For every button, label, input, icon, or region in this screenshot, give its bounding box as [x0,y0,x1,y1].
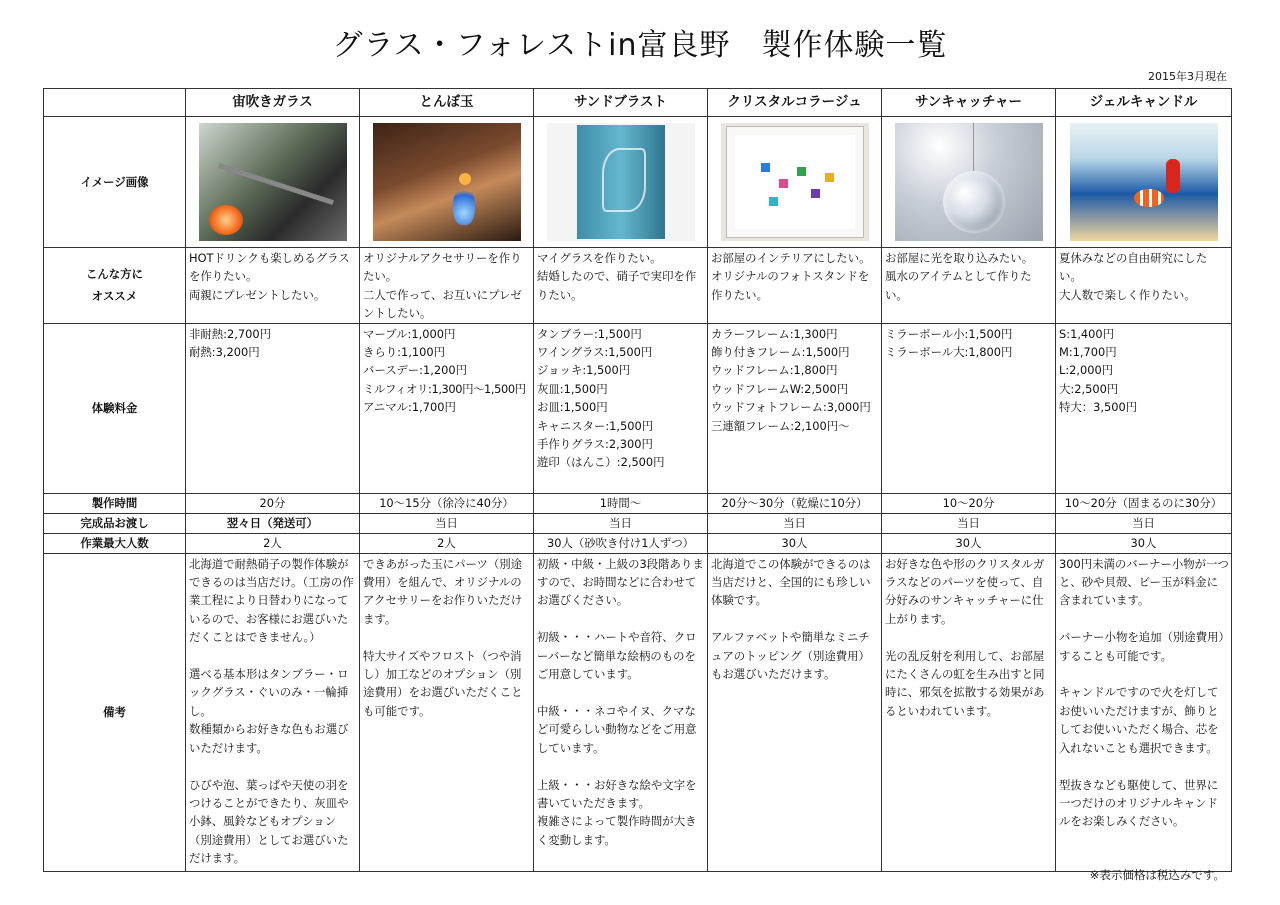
delivery-value: 当日 [882,513,1056,533]
notes-text: できあがった玉にパーツ（別途費用）を組んで、オリジナルのアクセサリーをお作りいただけます。 特大サイズやフロスト（つや消し）加工などのオプション（別途費用）をお選びいただくことも可能です。 [363,556,523,718]
price-row [44,323,1232,493]
header-row [44,89,1232,117]
column-header: サンキャッチャー [882,89,1056,117]
time-value: 20分～30分（乾燥に10分） [708,493,882,513]
row-header-delivery: 完成品お渡し [44,513,186,533]
price-list: ミラーボール小:1,500円 ミラーボール大:1,800円 [885,326,1013,360]
max-people-value: 2人 [360,533,534,553]
max-people-value: 30人（砂吹き付け1人ずつ） [534,533,708,553]
price-list: カラーフレーム:1,300円 飾り付きフレーム:1,500円 ウッドフレーム:1,800円 ウッドフレームW:2,500円 ウッドフォトフレーム:3,000円 三連額フレーム:2,100円～ [711,326,871,433]
delivery-value: 翌々日（発送可） [186,513,360,533]
row-header-max-people: 作業最大人数 [44,533,186,553]
recommend-text: お部屋のインテリアにしたい。 オリジナルのフォトスタンドを作りたい。 [711,251,871,302]
recommend-text: HOTドリンクも楽しめるグラスを作りたい。 両親にプレゼントしたい。 [189,251,350,302]
row-header-time: 製作時間 [44,493,186,513]
notes-text: お好きな色や形のクリスタルガラスなどのパーツを使って、自分好みのサンキャッチャーに仕上がります。 光の乱反射を利用して、お部屋にたくさんの虹を生み出すと同時に、邪気を拡散する効果があるといわれています。 [885,556,1045,718]
recommend-row [44,248,1232,324]
price-list: S:1,400円 M:1,700円 L:2,000円 大:2,500円 特大：3,500円 [1059,326,1138,415]
gel-candle-photo [1070,123,1218,241]
price-list: マーブル:1,000円 きらり:1,100円 バースデー:1,200円 ミルフィオリ:1,300円～1,500円 アニマル:1,700円 [363,326,526,415]
recommend-text: お部屋に光を取り込みたい。 風水のアイテムとして作りたい。 [885,251,1034,302]
time-value: 10～15分（徐冷に40分） [360,493,534,513]
max-people-value: 30人 [708,533,882,553]
column-header: 宙吹きガラス [186,89,360,117]
time-value: 20分 [186,493,360,513]
time-value: 1時間～ [534,493,708,513]
notes-row [44,553,1232,871]
glassblowing-photo [199,123,347,241]
crystal-collage-frame-photo [721,123,869,241]
notes-text: 北海道で耐熱硝子の製作体験ができるのは当店だけ。（工房の作業工程により日替わりになっているので、お客様にお選びいただくことはできません。） 選べる基本形はタンブラー・ロックグラス・ぐいのみ・一輪挿し。 数種類からお好きな色もお選びいただけます。 ひびや泡、葉っぱや天使の羽をつけることができたり、灰皿や小鉢、風鈴などもオプション（別途費用）としてお選びいただけます。 [189,556,354,866]
time-value: 10～20分（固まるのに30分） [1056,493,1232,513]
recommend-text: 夏休みなどの自由研究にしたい。 大人数で楽しく作りたい。 [1059,251,1208,302]
delivery-value: 当日 [534,513,708,533]
delivery-value: 当日 [360,513,534,533]
column-header: とんぼ玉 [360,89,534,117]
row-header-recommend: こんな方に オススメ [44,248,186,324]
price-list: タンブラー:1,500円 ワイングラス:1,500円 ジョッキ:1,500円 灰皿:1,500円 お皿:1,500円 キャニスター:1,500円 手作りグラス:2,300円 遊印（はんこ）:2,500円 [537,326,665,470]
notes-text: 北海道でこの体験ができるのは当店だけと、全国的にも珍しい体験です。 アルファベットや簡単なミニチュアのトッピング（別途費用）もお選びいただけます。 [711,556,871,682]
recommend-text: マイグラスを作りたい。 結婚したので、硝子で実印を作りたい。 [537,251,697,302]
experience-table [43,88,1232,872]
suncatcher-photo [895,123,1043,241]
notes-text: 初級・中級・上級の3段階ありますので、お時間などに合わせてお選びください。 初級・・・ハートや音符、クローバーなど簡単な絵柄のものをご用意しています。 中級・・・ネコやイヌ、クマなど可愛らしい動物などをご用意しています。 上級・・・お好きな絵や文字を書いていただきます。 複雑さによって製作時間が大きく変動します。 [537,556,704,847]
tax-footnote: ※表示価格は税込みです。 [1089,868,1225,882]
notes-text: 300円未満のバーナー小物が一つと、砂や貝殻、ビー玉が料金に含まれています。 バーナー小物を追加（別途費用）することも可能です。 キャンドルですので火を灯してお使いいただけますが、飾りとしてお使いいただく場合、芯を入れないことも選択できます。 型抜きなども駆使して、世界に一つだけのオリジナルキャンドルをお楽しみください。 [1059,556,1229,829]
delivery-value: 当日 [708,513,882,533]
max-people-row [44,533,1232,553]
image-row [44,117,1232,248]
delivery-row [44,513,1232,533]
sandblast-glass-photo [547,123,695,241]
lampwork-bead-photo [373,123,521,241]
max-people-value: 30人 [882,533,1056,553]
column-header: ジェルキャンドル [1056,89,1232,117]
max-people-value: 2人 [186,533,360,553]
page-title: グラス・フォレストin富良野 製作体験一覧 [332,28,948,63]
price-list: 非耐熱:2,700円 耐熱:3,200円 [189,326,272,360]
max-people-value: 30人 [1056,533,1232,553]
row-header-price: 体験料金 [44,323,186,493]
column-header: サンドブラスト [534,89,708,117]
row-header-image: イメージ画像 [44,117,186,248]
date-stamp: 2015年3月現在 [1148,70,1227,83]
recommend-text: オリジナルアクセサリーを作りたい。 二人で作って、お互いにプレゼントしたい。 [363,251,522,321]
corner-cell [44,89,186,117]
column-header: クリスタルコラージュ [708,89,882,117]
time-value: 10～20分 [882,493,1056,513]
row-header-notes: 備考 [44,553,186,871]
time-row [44,493,1232,513]
delivery-value: 当日 [1056,513,1232,533]
